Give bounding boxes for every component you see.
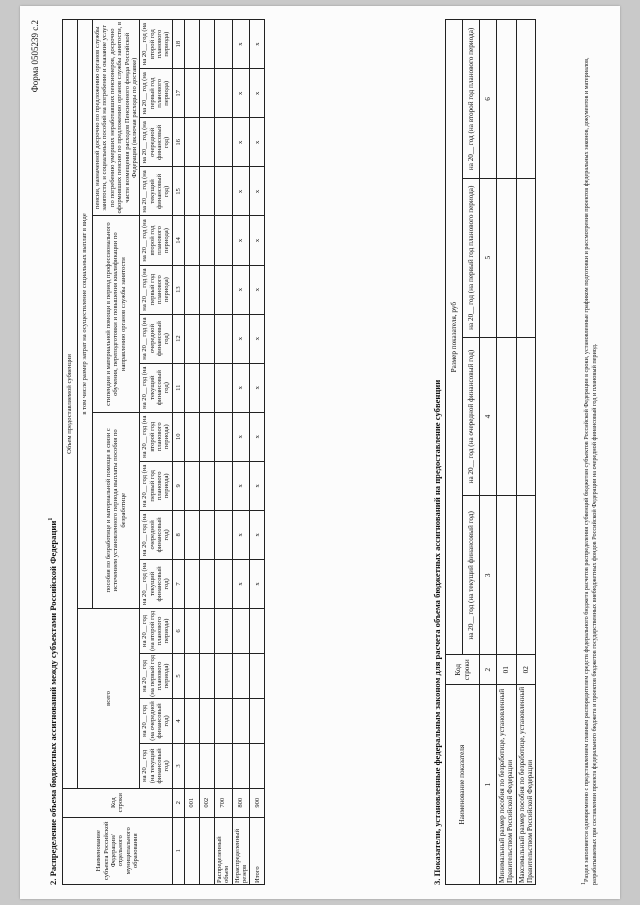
column-number: 6 [172, 608, 184, 653]
column-number-row [480, 20, 497, 885]
size-header: Размер показателя, руб [446, 20, 463, 655]
x-mark: x [250, 167, 265, 216]
year-header: на 20__ год (на очередной финансовый год) [140, 118, 173, 167]
x-mark: x [232, 265, 250, 314]
row-code: 800 [232, 788, 250, 817]
form-code: Форма 0505239 с.2 [30, 20, 40, 93]
indicator-code-header: Код строки [446, 655, 480, 685]
section2-title-text: 2. Распределение объема бюджетных ассигнований между субъектами Российской Федерации [48, 520, 58, 885]
year-header: на 20__ год (на текущий финансовый год) [140, 559, 173, 608]
row-code: 001 [184, 788, 199, 817]
x-mark: x [250, 20, 265, 69]
row-name [199, 817, 214, 884]
column-number: 8 [172, 510, 184, 559]
year-header: на 20__ год (на второй год планового периода) [140, 216, 173, 265]
in-that-header: в том числе размер затрат на осуществление социальных выплат в виде [78, 20, 93, 609]
year-header: на 20__ год (на очередной финансовый год) [140, 510, 173, 559]
volume-header: Объем предоставляемой субвенции [63, 20, 78, 789]
total-header: всего [78, 608, 140, 788]
column-number: 6 [480, 20, 497, 179]
x-mark: x [250, 461, 265, 510]
column-number: 3 [172, 743, 184, 788]
rotated-content [20, 6, 620, 899]
footnote-mark: 1 [581, 882, 587, 885]
column-number: 3 [480, 496, 497, 655]
x-mark: x [250, 314, 265, 363]
year-header: на 20__ год (на текущий финансовый год) [140, 167, 173, 216]
table-row [184, 20, 199, 885]
col-code-header: Код строки [63, 788, 173, 817]
table-row [232, 20, 250, 885]
year-header: на 20__ год (на первый год планового периода) [140, 461, 173, 510]
x-mark: x [250, 216, 265, 265]
x-mark: x [232, 314, 250, 363]
x-mark: x [250, 118, 265, 167]
row-name [184, 817, 199, 884]
x-mark: x [232, 69, 250, 118]
column-number: 4 [172, 698, 184, 743]
distribution-table [62, 19, 265, 885]
column-number: 12 [172, 314, 184, 363]
x-mark: x [232, 118, 250, 167]
year-header: на 20__ год (на второй год планового периода) [463, 20, 480, 179]
table-row [199, 20, 214, 885]
table-row [214, 20, 232, 885]
year-header: на 20__ год (на первый год планового периода) [141, 655, 171, 697]
column-number: 15 [172, 167, 184, 216]
indicator-name-header: Наименование показателя [446, 685, 480, 885]
indicators-table [445, 19, 536, 885]
column-number: 14 [172, 216, 184, 265]
column-number: 5 [480, 178, 497, 337]
group-b-header: стипендии и материальной помощи в период профессионального обучения, переподготовки и повышения квалификации по направлению органов службы занятости [93, 216, 140, 412]
indicator-code: 02 [516, 655, 536, 685]
x-mark: x [232, 510, 250, 559]
indicator-name: Минимальный размер пособия по безработице, установленный Правительством Российской Федерации [497, 685, 517, 885]
x-mark: x [250, 363, 265, 412]
x-mark: x [232, 20, 250, 69]
x-mark: x [250, 69, 265, 118]
table-row [497, 20, 517, 885]
footnote-text: Раздел заполняется одновременно с представлением главным распорядителем средств федерального бюджета расчетов распределения субвенций бюджетам субъектов Российской Федерации в сроки, установленные графиком подготовки и рассмотрения проектов федеральных законов, документов и материалов, разрабатываемых при составлении проекта федерального бюджета и проектов бюджетов государственных внебюджетных фондов Российской Федерации на очередной финансовый год и плановый период. [583, 57, 599, 885]
x-mark: x [232, 412, 250, 461]
row-code: 900 [250, 788, 265, 817]
x-mark: x [232, 216, 250, 265]
year-header: на 20__ год (на текущий финансовый год) [140, 743, 173, 788]
section2-title [48, 518, 58, 885]
column-number: 7 [172, 559, 184, 608]
x-mark: x [250, 559, 265, 608]
x-mark: x [232, 461, 250, 510]
year-header: на 20__ год (на второй год планового периода) [140, 608, 173, 653]
column-number: 1 [172, 817, 184, 884]
column-number: 2 [172, 788, 184, 817]
year-header: на 20__ год (на первый год планового периода) [140, 69, 173, 118]
row-code: 700 [214, 788, 232, 817]
column-number: 16 [172, 118, 184, 167]
year-header: на 20__ год (на первый год планового периода) [463, 178, 480, 337]
section2-title-footnote-mark: 1 [48, 517, 55, 521]
x-mark: x [232, 167, 250, 216]
indicator-name: Максимальный размер пособия по безработице, установленный Правительством Российской Федерации [516, 685, 536, 885]
col-name-header: Наименование субъекта Российской Федерации/ отдельного муниципального образования [63, 817, 173, 884]
table-row [516, 20, 536, 885]
column-number: 18 [172, 20, 184, 69]
x-mark: x [232, 363, 250, 412]
column-number: 2 [480, 655, 497, 685]
table-row [250, 20, 265, 885]
year-header: на 20__ год (на очередной финансовый год) [140, 314, 173, 363]
year-header: на 20__ год (на текущий финансовый год) [463, 496, 480, 655]
document-page [20, 6, 620, 899]
column-number: 13 [172, 265, 184, 314]
column-number: 11 [172, 363, 184, 412]
group-a-header: пособия по безработице и материальной помощи в связи с истечением установленного периода выплаты пособия по безработице [93, 412, 140, 608]
column-number: 5 [172, 653, 184, 698]
column-number: 9 [172, 461, 184, 510]
column-number: 4 [480, 337, 497, 496]
x-mark: x [232, 559, 250, 608]
column-number: 17 [172, 69, 184, 118]
year-header: на 20__ год (на очередной финансовый год) [463, 337, 480, 496]
year-header: на 20__ год (на первый год планового периода) [140, 265, 173, 314]
year-header: на 20__ год (на второй год планового периода) [140, 412, 173, 461]
group-c-header: пенсии, назначенной досрочно по предложению органов службы занятости, и социальных пособий на погребение и оказание услуг по погребению умерших неработавших пенсионеров, досрочно оформивших пенсию по предложению органов службы занятости, в части возмещения расходов Пенсионного фонда Российской Федерации (включая расходы по доставке) [93, 20, 140, 216]
x-mark: x [250, 412, 265, 461]
footnote [580, 19, 600, 885]
year-header: на 20__ год (на очередной финансовый год) [140, 698, 173, 743]
indicator-code: 01 [497, 655, 517, 685]
row-name: Распределенный объем [214, 817, 232, 884]
year-header: на 20__ год (на второй год планового периода) [140, 20, 173, 69]
x-mark: x [250, 510, 265, 559]
column-number: 10 [172, 412, 184, 461]
x-mark: x [250, 265, 265, 314]
row-code: 002 [199, 788, 214, 817]
column-number-row [172, 20, 184, 885]
row-name: Нераспределенный резерв [232, 817, 250, 884]
row-name: Итого [250, 817, 265, 884]
section3-title: 3. Показатели, установленные федеральным законом для расчета объема бюджетных ассигнований на предоставление субвенции [432, 379, 442, 885]
year-header: на 20__ год (на текущий финансовый год) [140, 363, 173, 412]
column-number: 1 [480, 685, 497, 885]
